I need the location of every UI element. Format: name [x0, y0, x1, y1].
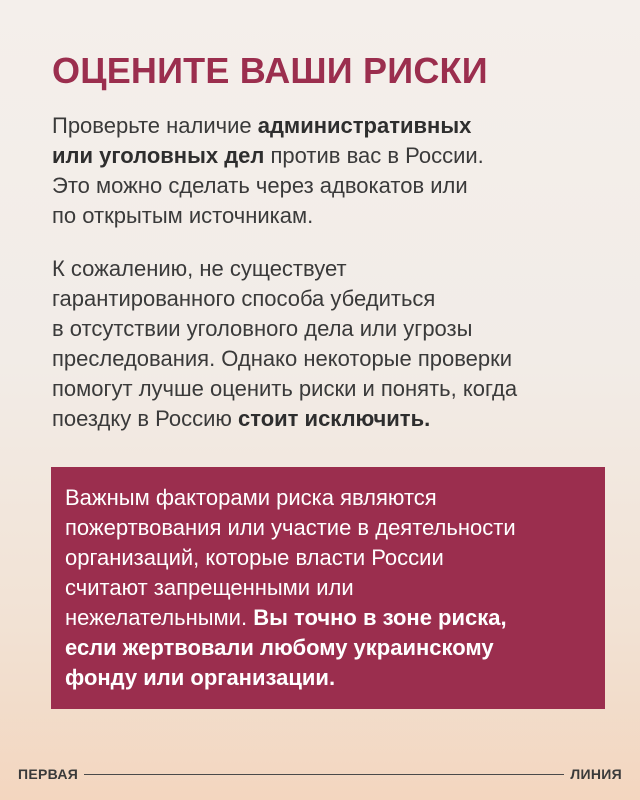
check-bold-1: административных — [257, 113, 472, 138]
footer-divider — [84, 774, 564, 775]
page-title: ОЦЕНИТЕ ВАШИ РИСКИ — [52, 50, 488, 91]
brand-footer — [18, 762, 622, 786]
callout-line-3: организаций, которые власти России — [65, 545, 444, 570]
warning-bold: стоит исключить. — [237, 406, 431, 431]
warning-line-5: помогут лучше оценить риски и понять, когда — [52, 376, 518, 401]
callout-bold-2: если жертвовали любому украинскому — [65, 635, 494, 660]
warning-line-2: гарантированного способа убедиться — [52, 286, 436, 311]
brand-word-left: ПЕРВАЯ — [18, 766, 79, 782]
warning-paragraph — [52, 254, 612, 434]
warning-line-6: поездку в Россию — [52, 406, 238, 431]
brand-word-right: ЛИНИЯ — [570, 766, 622, 782]
risk-callout-text — [65, 483, 593, 693]
check-text-3: Это можно сделать через адвокатов или — [52, 173, 468, 198]
callout-line-5: нежелательными. — [65, 605, 254, 630]
callout-line-2: пожертвования или участие в деятельности — [65, 515, 516, 540]
warning-line-1: К сожалению, не существует — [52, 256, 347, 281]
warning-line-3: в отсутствии уголовного дела или угрозы — [52, 316, 473, 341]
callout-bold-1: Вы точно в зоне риска, — [253, 605, 507, 630]
callout-bold-3: фонду или организации. — [65, 665, 336, 690]
check-paragraph — [52, 111, 612, 231]
check-text-1: Проверьте наличие — [52, 113, 258, 138]
callout-line-1: Важным факторами риска являются — [65, 485, 437, 510]
risk-callout-box — [51, 467, 605, 709]
check-bold-2: или уголовных дел — [52, 143, 265, 168]
callout-line-4: считают запрещенными или — [65, 575, 354, 600]
warning-line-4: преследования. Однако некоторые проверки — [52, 346, 513, 371]
check-text-2: против вас в России. — [264, 143, 484, 168]
check-text-4: по открытым источникам. — [52, 203, 314, 228]
